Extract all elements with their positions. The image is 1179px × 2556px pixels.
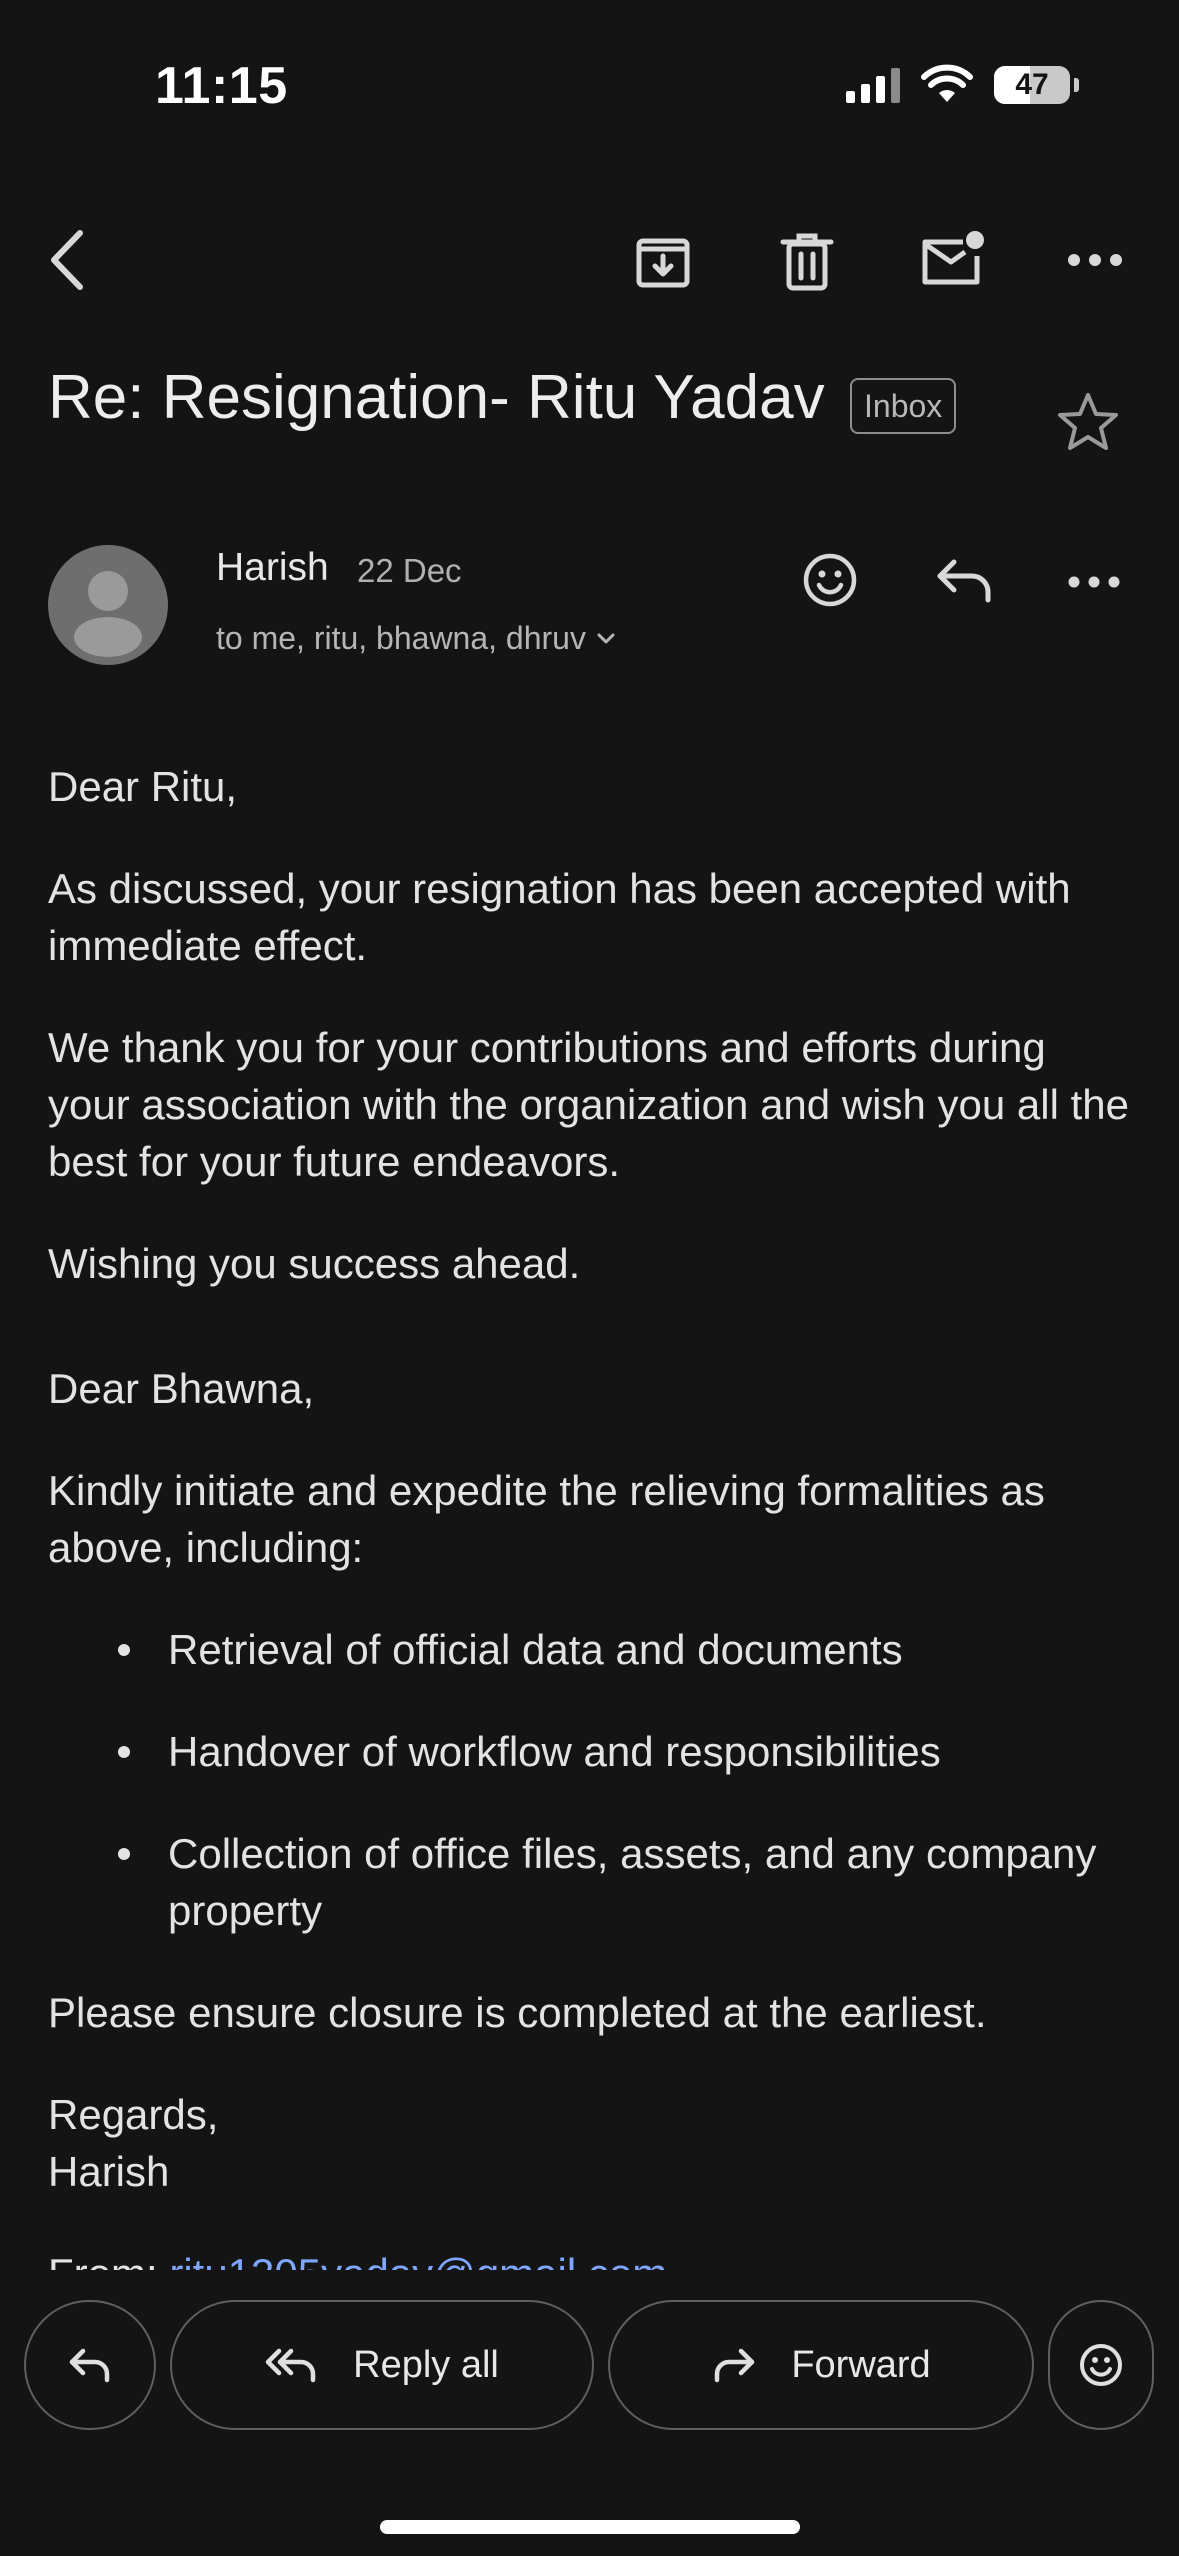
- emoji-reaction-button[interactable]: [1048, 2300, 1154, 2430]
- status-time: 11:15: [155, 57, 288, 115]
- chevron-left-icon: [46, 229, 86, 291]
- home-indicator[interactable]: [380, 2520, 800, 2534]
- formalities-list: [48, 1621, 1138, 1939]
- body-paragraph: We thank you for your contributions and efforts during your association with the organization and wish you all the best for your future endeavors.: [48, 1024, 1129, 1185]
- emoji-icon: [1079, 2343, 1123, 2387]
- trash-icon: [779, 230, 835, 292]
- reply-all-icon: [265, 2346, 319, 2384]
- body-paragraph: Please ensure closure is completed at the earliest.: [48, 1989, 987, 2036]
- back-button[interactable]: [36, 220, 96, 300]
- battery-level: 47: [1015, 68, 1049, 101]
- recipients-toggle[interactable]: [216, 620, 616, 657]
- forward-label: Forward: [791, 2343, 931, 2386]
- body-greeting-ritu: Dear Ritu,: [48, 763, 238, 810]
- status-indicators: [846, 66, 1079, 104]
- sender-name: Harish: [216, 546, 329, 589]
- chevron-down-icon: [596, 632, 616, 646]
- body-paragraph: Kindly initiate and expedite the relieving formalities as above, including:: [48, 1467, 1045, 1571]
- body-paragraph: Wishing you success ahead.: [48, 1240, 581, 1287]
- email-body: [48, 758, 1138, 2270]
- reply-button-bottom[interactable]: [24, 2300, 156, 2430]
- delete-button[interactable]: [772, 226, 842, 296]
- list-item: Handover of workflow and responsibilities: [48, 1723, 1138, 1780]
- avatar[interactable]: [48, 545, 168, 665]
- message-more-button[interactable]: [1062, 564, 1126, 600]
- reply-icon: [67, 2346, 113, 2384]
- battery-tip: [1074, 78, 1079, 92]
- forward-icon: [711, 2346, 757, 2384]
- reply-all-button[interactable]: [170, 2300, 594, 2430]
- mark-unread-button[interactable]: [914, 224, 990, 294]
- cellular-signal-icon: [846, 67, 900, 103]
- battery-icon: [994, 66, 1070, 104]
- bottom-action-bar: [0, 2270, 1179, 2556]
- more-horizontal-icon: [1067, 253, 1123, 267]
- archive-button[interactable]: [628, 226, 698, 296]
- more-options-button[interactable]: [1060, 240, 1130, 280]
- reply-button[interactable]: [932, 552, 996, 608]
- more-horizontal-icon: [1068, 576, 1120, 588]
- forward-button[interactable]: [608, 2300, 1034, 2430]
- star-icon: [1056, 391, 1120, 453]
- emoji-icon: [802, 552, 858, 608]
- email-subject: Re: Resignation- Ritu Yadav: [48, 363, 825, 432]
- inbox-label-badge[interactable]: Inbox: [850, 378, 956, 434]
- email-date: 22 Dec: [357, 552, 462, 589]
- body-paragraph: As discussed, your resignation has been accepted with immediate effect.: [48, 865, 1071, 969]
- star-button[interactable]: [1052, 386, 1124, 458]
- reply-all-label: Reply all: [353, 2343, 499, 2386]
- list-item: Retrieval of official data and documents: [48, 1621, 1138, 1678]
- body-greeting-bhawna: Dear Bhawna,: [48, 1365, 315, 1412]
- signature: Harish: [48, 2148, 170, 2195]
- person-icon: [48, 545, 168, 665]
- signoff: Regards,: [48, 2091, 219, 2138]
- recipients-text: to me, ritu, bhawna, dhruv: [216, 620, 586, 656]
- archive-icon: [633, 231, 693, 291]
- add-reaction-button[interactable]: [798, 548, 862, 612]
- list-item: Collection of office files, assets, and any company property: [48, 1825, 1138, 1939]
- wifi-icon: [922, 66, 972, 104]
- mark-unread-icon: [919, 230, 985, 288]
- reply-icon: [934, 556, 994, 604]
